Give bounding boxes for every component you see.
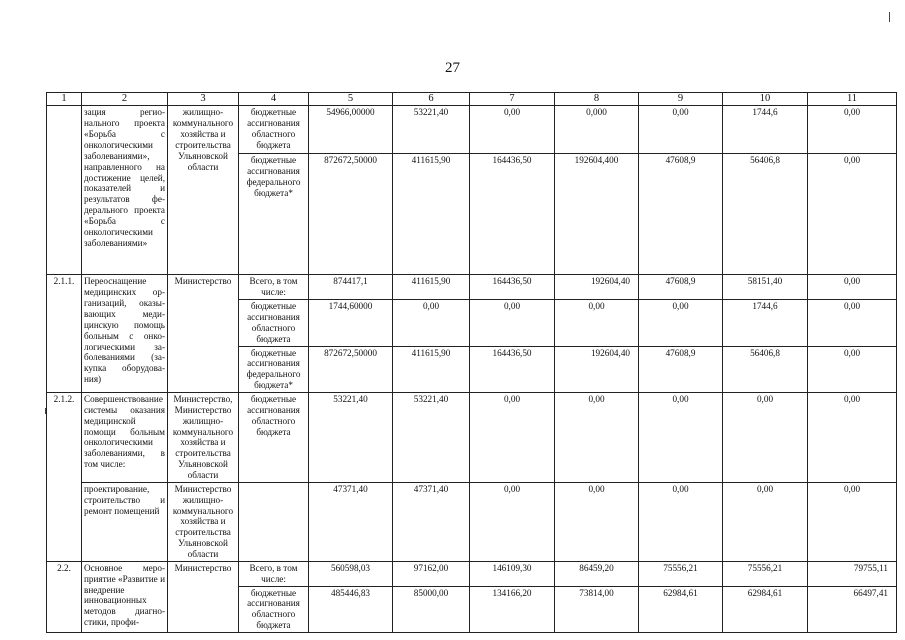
activity-name: проектирование, строительство и ремонт помещений	[82, 482, 168, 561]
value-cell: 0,00	[555, 392, 639, 482]
value-cell: 0,00	[393, 300, 470, 346]
responsible-executor: Министерство	[168, 561, 239, 632]
row-number: 2.2.	[47, 561, 82, 632]
value-cell: 134166,20	[470, 586, 555, 632]
value-cell: 0,00	[470, 482, 555, 561]
value-cell: 47371,40	[393, 482, 470, 561]
value-cell: 1744,6	[723, 106, 808, 154]
activity-name: Совершенствование системы оказания медицинской помощи больным онкологическими заболеваниями, в том числе:	[82, 392, 168, 482]
value-cell: 1744,6	[723, 300, 808, 346]
value-cell: 0,00	[723, 482, 808, 561]
row-number: 2.1.2.	[47, 392, 82, 561]
value-cell: 79755,11	[808, 561, 897, 586]
value-cell: 0,00	[723, 392, 808, 482]
value-cell: 62984,61	[723, 586, 808, 632]
row-number: 2.1.1.	[47, 275, 82, 393]
value-cell: 56406,8	[723, 346, 808, 392]
value-cell: 47608,9	[639, 275, 723, 300]
header-cell: 6	[393, 93, 470, 106]
value-cell: 97162,00	[393, 561, 470, 586]
value-cell: 0,00	[470, 300, 555, 346]
header-cell: 5	[309, 93, 393, 106]
value-cell: 0,00	[808, 300, 897, 346]
table-row	[47, 392, 897, 482]
funding-source: бюджетные ассигнования областного бюджета	[239, 300, 309, 346]
value-cell: 1744,60000	[309, 300, 393, 346]
value-cell: 192604,40	[555, 275, 639, 300]
funding-source: бюджетные ассигнования федерального бюджета*	[239, 154, 309, 275]
value-cell: 56406,8	[723, 154, 808, 275]
value-cell: 53221,40	[393, 106, 470, 154]
value-cell: 0,00	[470, 106, 555, 154]
value-cell: 411615,90	[393, 154, 470, 275]
value-cell: 66497,41	[808, 586, 897, 632]
value-cell: 872672,50000	[309, 154, 393, 275]
activity-name: Переоснащение медицинских организаций, оказывающих медицинскую помощь больным с онкологическими заболеваниями (закупка оборудования)	[82, 275, 168, 393]
responsible-executor: жилищно-коммунального хозяйства и строительства Ульяновской области	[168, 106, 239, 275]
value-cell: 47608,9	[639, 346, 723, 392]
value-cell: 411615,90	[393, 275, 470, 300]
value-cell: 485446,83	[309, 586, 393, 632]
value-cell: 47371,40	[309, 482, 393, 561]
value-cell: 85000,00	[393, 586, 470, 632]
value-cell: 0,00	[555, 482, 639, 561]
table-row	[47, 482, 897, 561]
value-cell: 53221,40	[309, 392, 393, 482]
value-cell: 0,00	[808, 346, 897, 392]
value-cell: 164436,50	[470, 154, 555, 275]
value-cell: 192604,400	[555, 154, 639, 275]
funding-source	[239, 482, 309, 561]
value-cell: 86459,20	[555, 561, 639, 586]
value-cell: 874417,1	[309, 275, 393, 300]
value-cell: 164436,50	[470, 346, 555, 392]
value-cell: 411615,90	[393, 346, 470, 392]
responsible-executor: Министерство	[168, 275, 239, 393]
responsible-executor: Министерство, Министерство жилищно-коммунального хозяйства и строительства Ульяновской области	[168, 392, 239, 482]
header-cell: 11	[808, 93, 897, 106]
value-cell: 872672,50000	[309, 346, 393, 392]
value-cell: 560598,03	[309, 561, 393, 586]
value-cell: 54966,00000	[309, 106, 393, 154]
header-cell: 8	[555, 93, 639, 106]
table-header-row	[47, 93, 897, 106]
scan-mark	[889, 12, 890, 22]
table-row	[47, 275, 897, 300]
value-cell: 75556,21	[639, 561, 723, 586]
funding-source: бюджетные ассигнования федерального бюджета*	[239, 346, 309, 392]
value-cell: 0,00	[808, 154, 897, 275]
header-cell: 7	[470, 93, 555, 106]
activity-name: зация регионального проекта «Борьба с онкологическими заболеваниями», направленного на достижение целей, показателей и результатов федерального проекта «Борьба с онкологическими заболеваниями»	[82, 106, 168, 275]
value-cell: 53221,40	[393, 392, 470, 482]
value-cell: 0,00	[808, 392, 897, 482]
value-cell: 164436,50	[470, 275, 555, 300]
activity-name: Основное мероприятие «Развитие и внедрение инновационных методов диагностики, профи-	[82, 561, 168, 632]
funding-source: бюджетные ассигнования областного бюджета	[239, 392, 309, 482]
value-cell: 0,00	[808, 482, 897, 561]
value-cell: 47608,9	[639, 154, 723, 275]
value-cell: 0,00	[808, 106, 897, 154]
value-cell: 62984,61	[639, 586, 723, 632]
value-cell: 0,00	[555, 300, 639, 346]
budget-table	[46, 92, 897, 633]
value-cell: 58151,40	[723, 275, 808, 300]
value-cell: 0,00	[470, 392, 555, 482]
funding-source: бюджетные ассигнования областного бюджета	[239, 586, 309, 632]
value-cell: 0,00	[639, 106, 723, 154]
row-number	[47, 106, 82, 275]
header-cell: 3	[168, 93, 239, 106]
responsible-executor: Министерство жилищно-коммунального хозяйства и строительства Ульяновской области	[168, 482, 239, 561]
header-cell: 9	[639, 93, 723, 106]
header-cell: 4	[239, 93, 309, 106]
funding-source: Всего, в том числе:	[239, 561, 309, 586]
value-cell: 73814,00	[555, 586, 639, 632]
value-cell: 0,000	[555, 106, 639, 154]
page-number: 27	[445, 60, 460, 76]
funding-source: бюджетные ассигнования областного бюджета	[239, 106, 309, 154]
value-cell: 0,00	[808, 275, 897, 300]
value-cell: 192604,40	[555, 346, 639, 392]
header-cell: 1	[47, 93, 82, 106]
table-row	[47, 561, 897, 586]
header-cell: 10	[723, 93, 808, 106]
value-cell: 0,00	[639, 482, 723, 561]
value-cell: 0,00	[639, 300, 723, 346]
value-cell: 75556,21	[723, 561, 808, 586]
header-cell: 2	[82, 93, 168, 106]
value-cell: 0,00	[639, 392, 723, 482]
funding-source: Всего, в том числе:	[239, 275, 309, 300]
table-row	[47, 106, 897, 154]
value-cell: 146109,30	[470, 561, 555, 586]
